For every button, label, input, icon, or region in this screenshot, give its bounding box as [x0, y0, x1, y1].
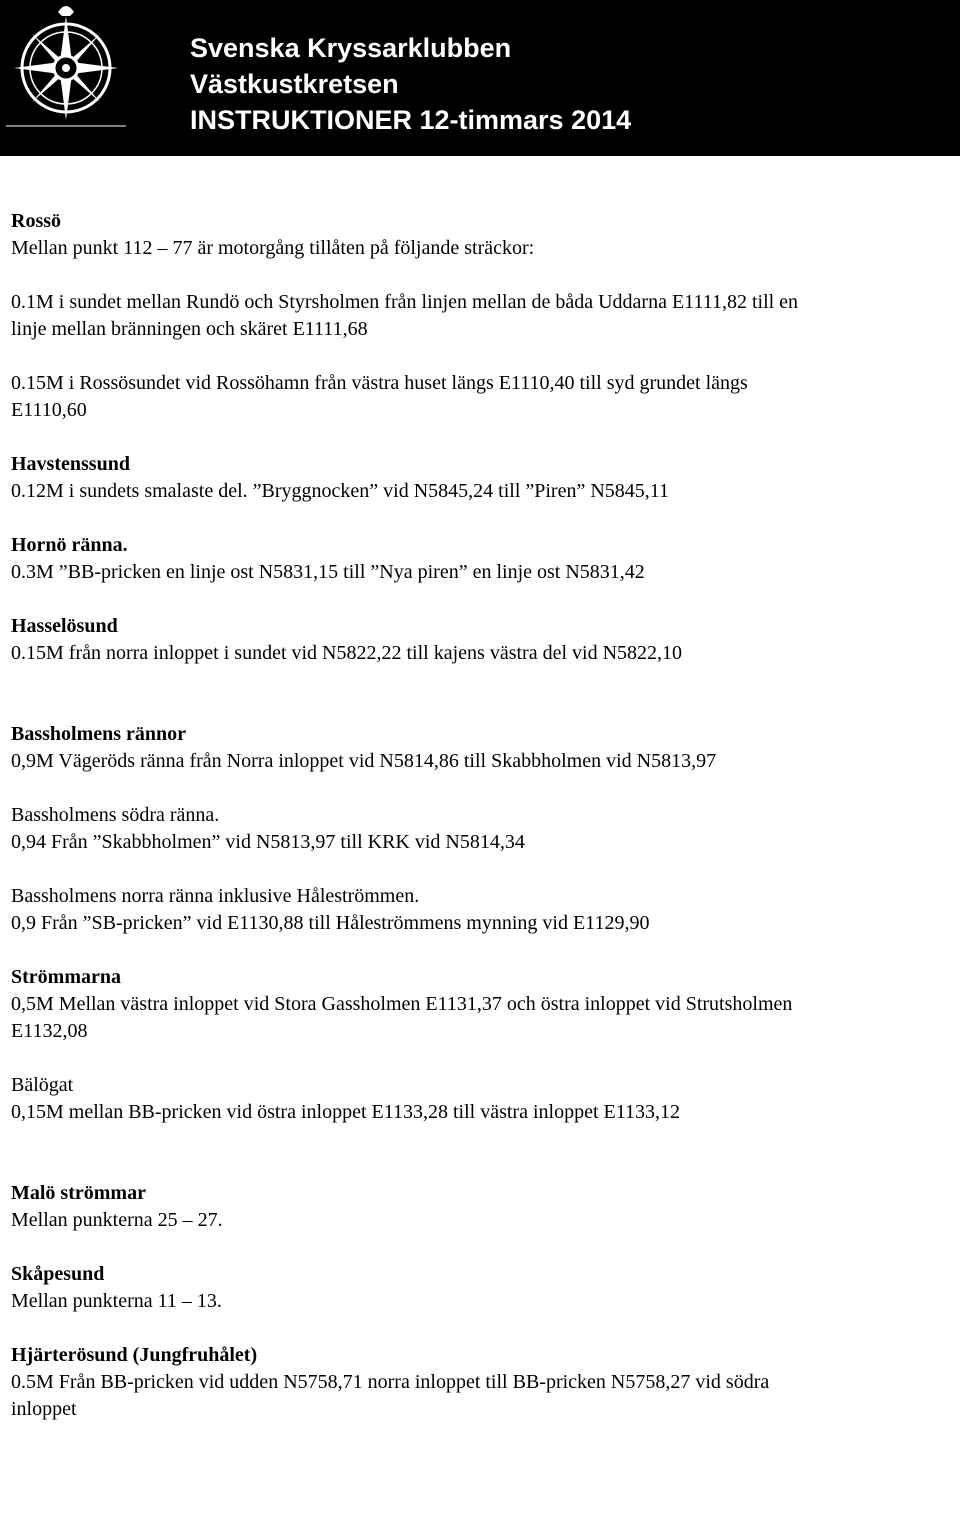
section-heading-havstenssund: Havstenssund [11, 453, 130, 475]
malo-text: Mellan punkterna 25 – 27. [11, 1209, 223, 1231]
rosso-item-1-line-2: linje mellan bränningen och skäret E1111,68 [11, 318, 368, 340]
hjartero-line-2: inloppet [11, 1398, 77, 1420]
hjartero-line-1: 0.5M Från BB-pricken vid udden N5758,71 norra inloppet till BB-pricken N5758,27 vid södra [11, 1371, 770, 1393]
section-heading-hjartero: Hjärterösund (Jungfruhålet) [11, 1344, 258, 1366]
subsection-heading-norra-ranna: Bassholmens norra ränna inklusive Håleströmmen. [11, 885, 420, 907]
rosso-item-2-line-2: E1110,60 [11, 399, 87, 421]
club-name: Svenska Kryssarklubben [190, 33, 512, 63]
header-title-block [190, 30, 631, 138]
section-heading-rosso: Rossö [11, 210, 62, 232]
rosso-item-1-line-1: 0.1M i sundet mellan Rundö och Styrsholmen från linjen mellan de båda Uddarna E1111,82 till en [11, 291, 799, 313]
balogat-text: 0,15M mellan BB-pricken vid östra inloppet E1133,28 till västra inloppet E1133,12 [11, 1101, 680, 1123]
strommarna-line-2: E1132,08 [11, 1020, 88, 1042]
strommarna-line-1: 0,5M Mellan västra inloppet vid Stora Gassholmen E1131,37 och östra inloppet vid Strutsholmen [11, 993, 793, 1015]
section-heading-strommarna: Strömmarna [11, 966, 121, 988]
sodra-ranna-text: 0,94 Från ”Skabbholmen” vid N5813,97 till KRK vid N5814,34 [11, 831, 525, 853]
havstenssund-text: 0.12M i sundets smalaste del. ”Bryggnocken” vid N5845,24 till ”Piren” N5845,11 [11, 480, 670, 502]
section-heading-hasselosund: Hasselösund [11, 615, 118, 637]
rosso-item-2-line-1: 0.15M i Rossösundet vid Rossöhamn från västra huset längs E1110,40 till syd grundet längs [11, 372, 748, 394]
section-heading-skapesund: Skåpesund [11, 1263, 105, 1285]
district-name: Västkustkretsen [190, 69, 399, 99]
rosso-intro: Mellan punkt 112 – 77 är motorgång tillåten på följande sträckor: [11, 237, 535, 259]
subsection-heading-balogat: Bälögat [11, 1074, 74, 1096]
subsection-heading-sodra-ranna: Bassholmens södra ränna. [11, 804, 220, 826]
section-heading-malo: Malö strömmar [11, 1182, 146, 1204]
bassholmens-text: 0,9M Vägeröds ränna från Norra inloppet vid N5814,86 till Skabbholmen vid N5813,97 [11, 750, 717, 772]
hasselosund-text: 0.15M från norra inloppet i sundet vid N5822,22 till kajens västra del vid N5822,10 [11, 642, 683, 664]
instructions-body [11, 208, 951, 1423]
compass-rose-logo-icon [4, 2, 128, 128]
hornorana-text: 0.3M ”BB-pricken en linje ost N5831,15 till ”Nya piren” en linje ost N5831,42 [11, 561, 645, 583]
section-heading-hornorana: Hornö ränna. [11, 534, 128, 556]
skapesund-text: Mellan punkterna 11 – 13. [11, 1290, 222, 1312]
header-banner [0, 0, 960, 156]
document-title: INSTRUKTIONER 12-timmars 2014 [190, 105, 632, 135]
section-heading-bassholmens: Bassholmens rännor [11, 723, 187, 745]
norra-ranna-text: 0,9 Från ”SB-pricken” vid E1130,88 till Håleströmmens mynning vid E1129,90 [11, 912, 650, 934]
